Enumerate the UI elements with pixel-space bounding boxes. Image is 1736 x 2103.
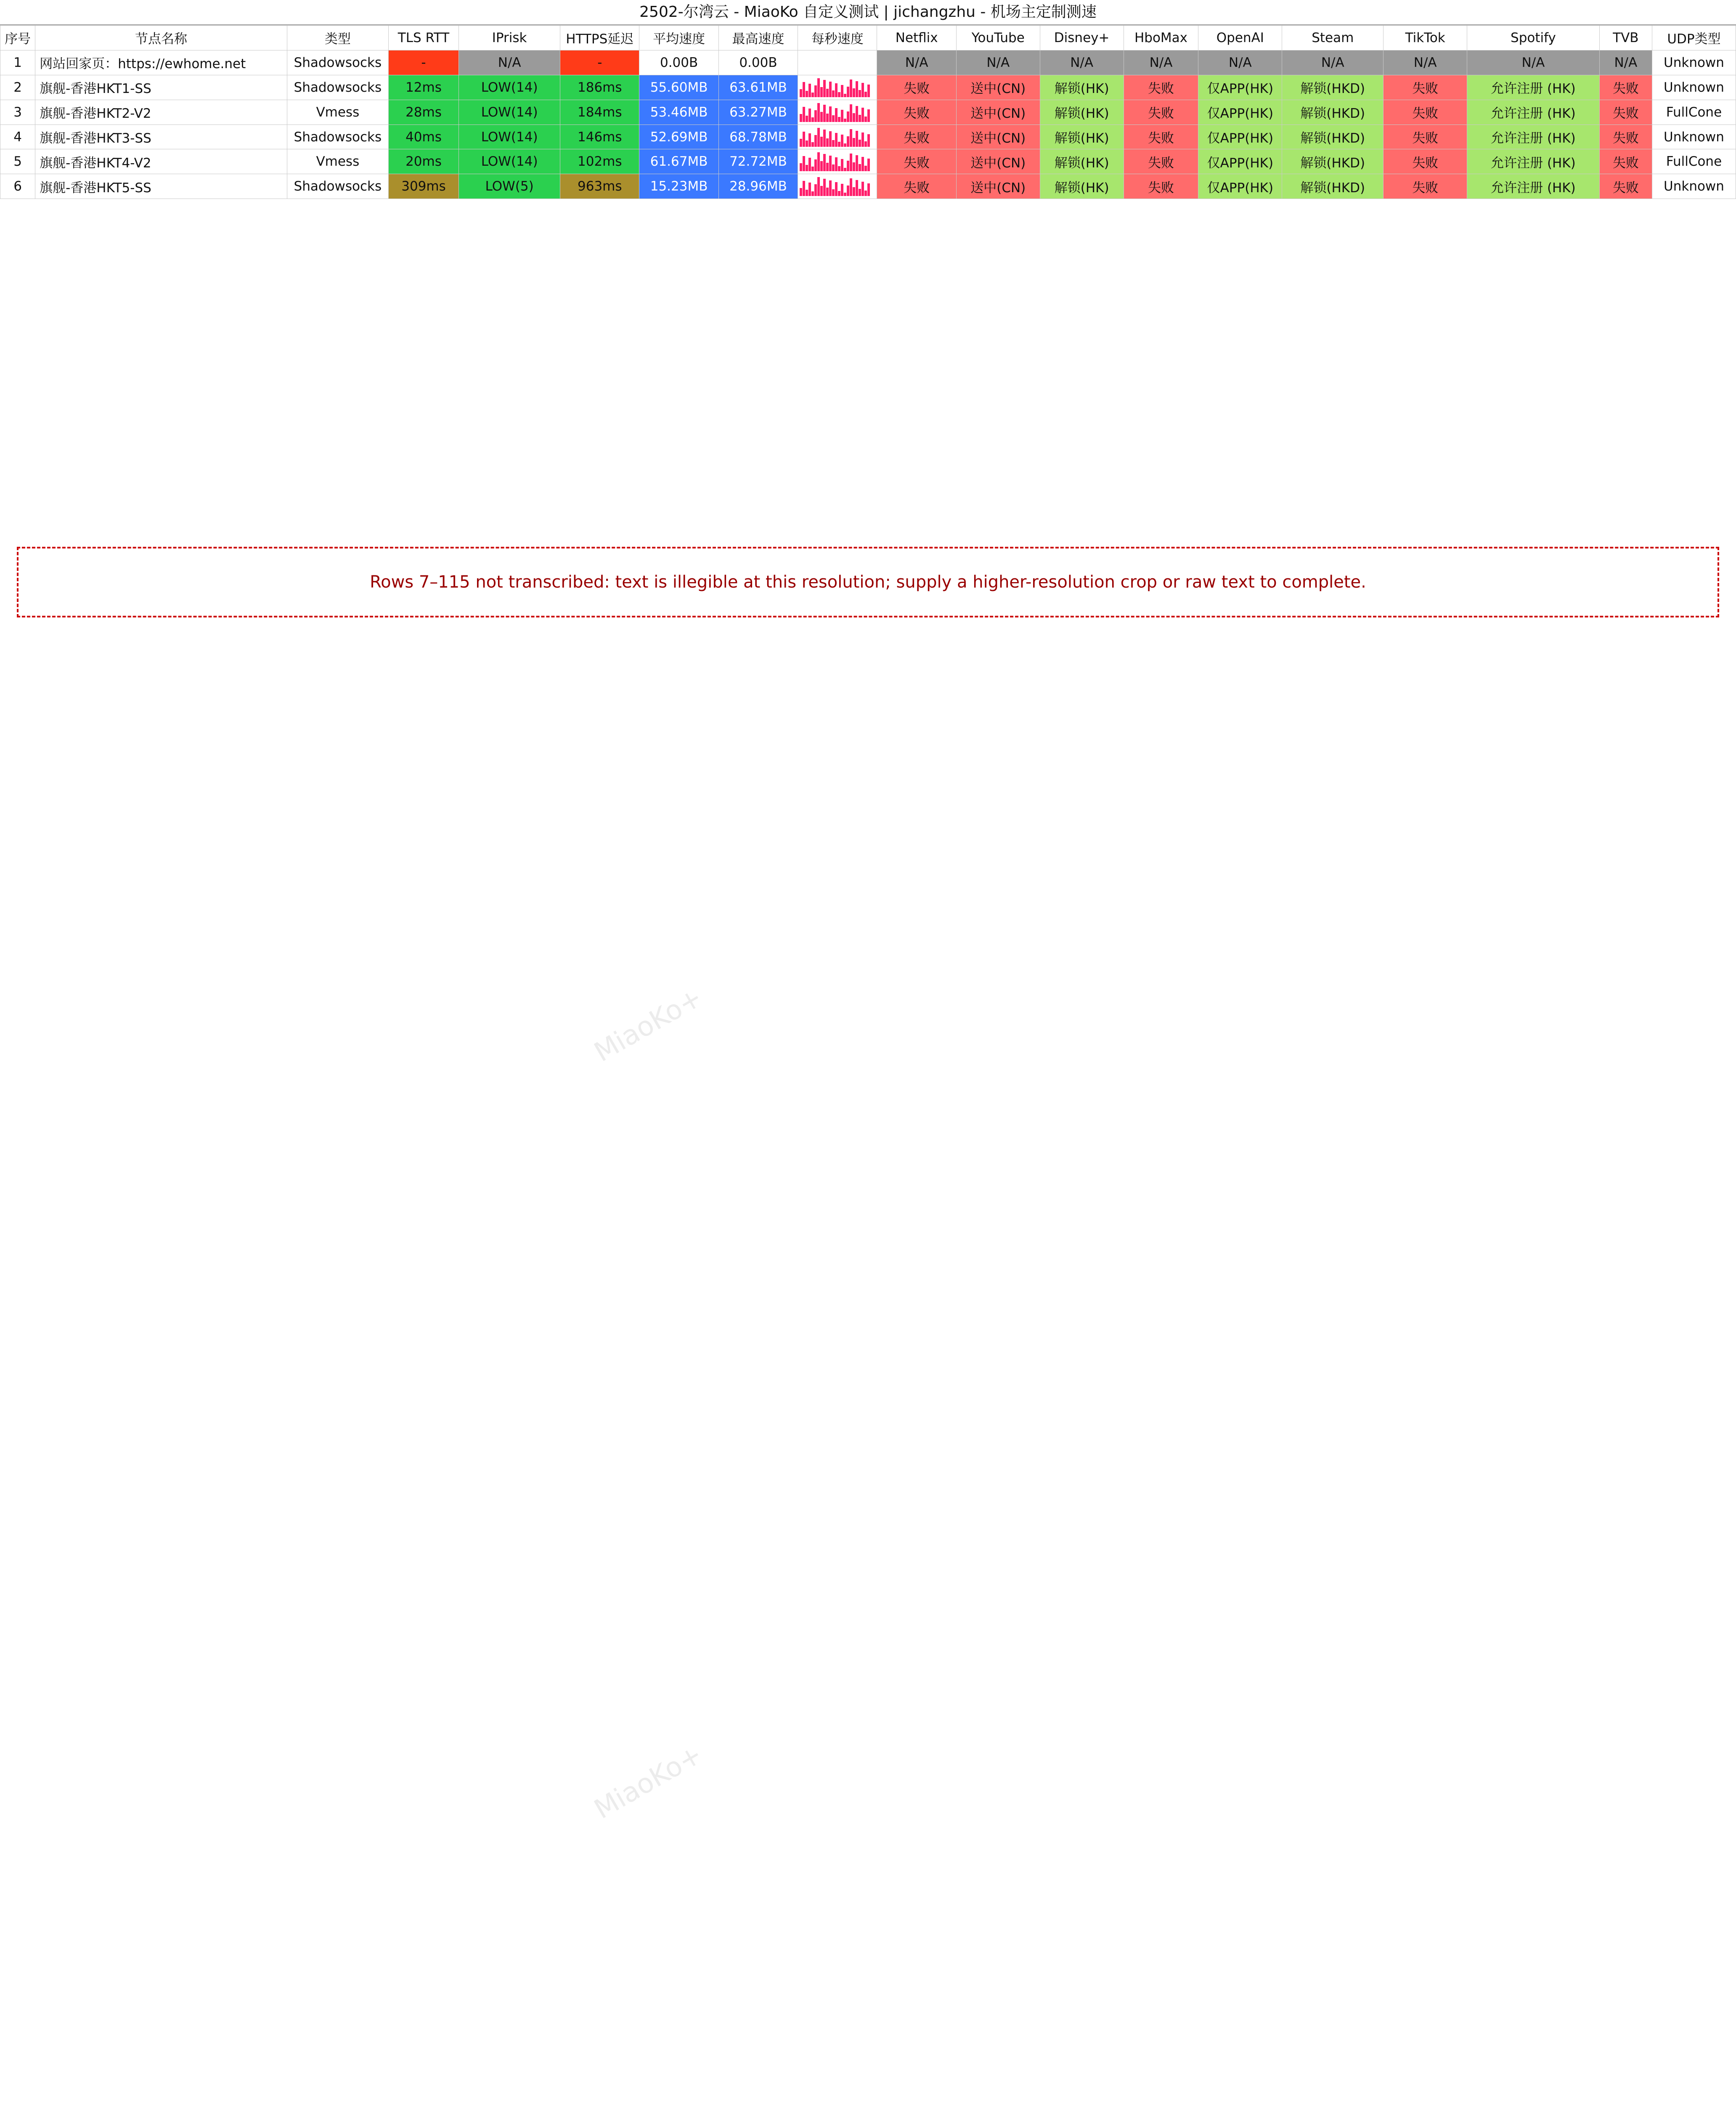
- speed-bar: [811, 167, 814, 171]
- column-header: 平均速度: [639, 26, 718, 50]
- table-cell: 20ms: [388, 149, 459, 174]
- speed-bar: [823, 105, 826, 122]
- table-cell: N/A: [1040, 50, 1124, 75]
- speed-bar: [832, 90, 835, 97]
- column-header: 类型: [287, 26, 388, 50]
- speed-bar: [835, 83, 838, 97]
- speed-bars: [800, 127, 875, 147]
- table-cell: 5: [0, 149, 35, 174]
- speed-bar: [803, 132, 805, 147]
- table-row: [0, 149, 1736, 174]
- report-title: 2502-尔湾云 - MiaoKo 自定义测试 | jichangzhu - 机场主定制测速: [0, 0, 1736, 25]
- speed-bar: [820, 186, 823, 196]
- speedtest-table: [0, 25, 1736, 199]
- speed-bar: [838, 142, 840, 147]
- table-cell: 309ms: [388, 174, 459, 199]
- speed-bar: [867, 109, 870, 122]
- table-row: [0, 75, 1736, 100]
- table-cell: LOW(14): [459, 149, 560, 174]
- speed-sparkline: [798, 100, 877, 124]
- speed-bar: [806, 165, 808, 171]
- table-cell: 仅APP(HK): [1198, 124, 1282, 149]
- speed-bar: [814, 85, 817, 97]
- speed-bar: [808, 133, 811, 147]
- speed-bar: [841, 135, 843, 147]
- speed-bar: [800, 114, 802, 122]
- table-cell: N/A: [1467, 50, 1600, 75]
- speed-bar: [817, 152, 820, 171]
- column-header: OpenAI: [1198, 26, 1282, 50]
- column-header: TVB: [1599, 26, 1652, 50]
- table-cell: 允许注册 (HK): [1467, 149, 1600, 174]
- speed-bar: [859, 189, 861, 196]
- column-header: UDP类型: [1652, 26, 1736, 50]
- table-cell: 0.00B: [718, 50, 798, 75]
- table-cell: 102ms: [560, 149, 639, 174]
- speed-bar: [832, 164, 835, 171]
- speed-bar: [859, 90, 861, 97]
- table-cell: 允许注册 (HK): [1467, 174, 1600, 199]
- table-cell: 解锁(HKD): [1282, 100, 1383, 124]
- table-cell: 失败: [1124, 149, 1198, 174]
- speed-bar: [861, 157, 864, 171]
- table-cell: Unknown: [1652, 124, 1736, 149]
- table-body: [0, 50, 1736, 199]
- column-header: HboMax: [1124, 26, 1198, 50]
- column-header: Netflix: [877, 26, 956, 50]
- table-cell: 53.46MB: [639, 100, 718, 124]
- table-row: [0, 124, 1736, 149]
- column-header: IPrisk: [459, 26, 560, 50]
- column-header: TikTok: [1383, 26, 1467, 50]
- speed-bar: [820, 161, 823, 171]
- speed-bar: [847, 185, 849, 196]
- speed-bar: [847, 87, 849, 97]
- table-cell: 仅APP(HK): [1198, 174, 1282, 199]
- table-cell: 解锁(HK): [1040, 100, 1124, 124]
- table-cell: Unknown: [1652, 75, 1736, 100]
- table-cell: -: [560, 50, 639, 75]
- speed-bar: [826, 89, 829, 97]
- speed-sparkline: [798, 149, 877, 174]
- speed-bar: [859, 164, 861, 171]
- speed-bar: [844, 193, 846, 196]
- column-header: Spotify: [1467, 26, 1600, 50]
- speed-bar: [835, 133, 838, 147]
- transcription-note: Rows 7–115 not transcribed: text is illegible at this resolution; supply a higher-resolution crop or raw text to complete.: [17, 547, 1719, 617]
- table-cell: 仅APP(HK): [1198, 100, 1282, 124]
- speed-bar: [847, 111, 849, 122]
- speed-bar: [835, 108, 838, 122]
- table-cell: 28ms: [388, 100, 459, 124]
- table-cell: 72.72MB: [718, 149, 798, 174]
- table-cell: 146ms: [560, 124, 639, 149]
- speed-bar: [841, 110, 843, 122]
- speed-bar: [817, 103, 820, 122]
- column-header: Disney+: [1040, 26, 1124, 50]
- speed-bars: [800, 103, 875, 122]
- speed-bar: [838, 92, 840, 97]
- speed-bar: [850, 178, 852, 196]
- speed-bar: [835, 182, 838, 196]
- speed-bar: [864, 141, 867, 147]
- speed-bar: [823, 130, 826, 147]
- speed-bar: [838, 117, 840, 122]
- speed-bar: [861, 108, 864, 122]
- speed-bar: [823, 179, 826, 196]
- speed-bars: [800, 177, 875, 196]
- speed-bar: [817, 128, 820, 147]
- speed-bar: [814, 159, 817, 171]
- table-cell: 送中(CN): [956, 75, 1040, 100]
- table-cell: FullCone: [1652, 100, 1736, 124]
- speed-bar: [856, 106, 858, 122]
- speed-bar: [832, 115, 835, 122]
- table-cell: 失败: [1124, 100, 1198, 124]
- table-cell: 40ms: [388, 124, 459, 149]
- table-cell: 解锁(HKD): [1282, 75, 1383, 100]
- speed-bar: [856, 180, 858, 196]
- speed-bar: [850, 129, 852, 147]
- table-cell: 失败: [1599, 174, 1652, 199]
- table-cell: FullCone: [1652, 149, 1736, 174]
- speed-bar: [853, 88, 855, 97]
- speed-bar: [847, 136, 849, 147]
- column-header: 节点名称: [35, 26, 287, 50]
- table-cell: 失败: [1383, 124, 1467, 149]
- speed-bar: [853, 138, 855, 147]
- speed-bar: [841, 159, 843, 171]
- table-cell: 送中(CN): [956, 149, 1040, 174]
- table-cell: Shadowsocks: [287, 50, 388, 75]
- speed-bar: [820, 87, 823, 97]
- table-cell: 送中(CN): [956, 100, 1040, 124]
- table-cell: 失败: [1383, 174, 1467, 199]
- table-cell: 失败: [1383, 149, 1467, 174]
- table-cell: 失败: [1124, 174, 1198, 199]
- table-cell: 失败: [877, 149, 956, 174]
- speed-bar: [867, 159, 870, 171]
- table-cell: 旗舰-香港HKT5-SS: [35, 174, 287, 199]
- speed-bar: [859, 140, 861, 147]
- speed-bar: [806, 140, 808, 147]
- speed-bar: [800, 89, 802, 97]
- table-cell: 送中(CN): [956, 174, 1040, 199]
- speed-bar: [850, 154, 852, 171]
- table-cell: 失败: [877, 174, 956, 199]
- speed-bar: [859, 115, 861, 122]
- speed-bar: [864, 166, 867, 171]
- table-cell: 旗舰-香港HKT2-V2: [35, 100, 287, 124]
- speed-bar: [850, 104, 852, 122]
- speed-bar: [814, 110, 817, 122]
- speed-bar: [856, 155, 858, 171]
- watermark: MiaoKo+: [589, 982, 708, 1068]
- table-cell: 52.69MB: [639, 124, 718, 149]
- table-cell: 失败: [1599, 75, 1652, 100]
- table-cell: 4: [0, 124, 35, 149]
- table-cell: 旗舰-香港HKT4-V2: [35, 149, 287, 174]
- speed-bar: [853, 162, 855, 171]
- table-cell: Vmess: [287, 149, 388, 174]
- speed-bar: [835, 157, 838, 171]
- table-cell: 送中(CN): [956, 124, 1040, 149]
- speed-bar: [829, 131, 832, 147]
- table-cell: 失败: [877, 100, 956, 124]
- table-cell: N/A: [1599, 50, 1652, 75]
- speed-bar: [803, 107, 805, 122]
- column-header: 每秒速度: [798, 26, 877, 50]
- speed-bar: [861, 182, 864, 196]
- table-cell: 旗舰-香港HKT1-SS: [35, 75, 287, 100]
- speed-bar: [856, 81, 858, 97]
- speed-bar: [864, 117, 867, 122]
- table-header: [0, 26, 1736, 50]
- speed-bar: [853, 187, 855, 196]
- speed-bar: [811, 142, 814, 147]
- table-cell: Shadowsocks: [287, 124, 388, 149]
- speed-bar: [829, 180, 832, 196]
- speed-bar: [800, 139, 802, 147]
- table-cell: 6: [0, 174, 35, 199]
- speed-bar: [861, 132, 864, 147]
- speed-bar: [847, 161, 849, 171]
- speed-bar: [829, 82, 832, 97]
- speed-bar: [803, 181, 805, 196]
- speed-bar: [800, 188, 802, 196]
- table-cell: N/A: [1198, 50, 1282, 75]
- speed-sparkline: [798, 75, 877, 100]
- table-cell: 2: [0, 75, 35, 100]
- table-cell: 63.61MB: [718, 75, 798, 100]
- table-cell: 28.96MB: [718, 174, 798, 199]
- table-cell: 允许注册 (HK): [1467, 100, 1600, 124]
- speed-bar: [808, 183, 811, 196]
- table-cell: N/A: [877, 50, 956, 75]
- speed-bar: [826, 188, 829, 196]
- speed-bar: [808, 109, 811, 122]
- table-row: [0, 100, 1736, 124]
- speed-bar: [856, 131, 858, 147]
- table-cell: 旗舰-香港HKT3-SS: [35, 124, 287, 149]
- watermark: MiaoKo+: [589, 1739, 708, 1825]
- speed-bar: [850, 79, 852, 97]
- table-cell: 失败: [1124, 75, 1198, 100]
- table-cell: 1: [0, 50, 35, 75]
- speed-bar: [844, 168, 846, 171]
- table-cell: N/A: [956, 50, 1040, 75]
- speed-bar: [811, 117, 814, 122]
- table-row: [0, 174, 1736, 199]
- speed-bar: [867, 183, 870, 196]
- table-cell: 12ms: [388, 75, 459, 100]
- table-cell: 68.78MB: [718, 124, 798, 149]
- speed-bar: [838, 191, 840, 196]
- speed-bar: [814, 135, 817, 147]
- speed-bar: [829, 106, 832, 122]
- speed-sparkline: [798, 124, 877, 149]
- speed-bar: [867, 85, 870, 97]
- speed-bar: [844, 119, 846, 122]
- speed-bar: [841, 184, 843, 196]
- speed-bar: [826, 114, 829, 122]
- table-cell: LOW(5): [459, 174, 560, 199]
- speed-bar: [864, 92, 867, 97]
- table-cell: 仅APP(HK): [1198, 149, 1282, 174]
- speed-bar: [811, 191, 814, 196]
- speed-bar: [853, 113, 855, 122]
- column-header: Steam: [1282, 26, 1383, 50]
- speed-bar: [806, 116, 808, 122]
- speed-bar: [844, 143, 846, 147]
- speed-bar: [814, 184, 817, 196]
- table-cell: Unknown: [1652, 174, 1736, 199]
- speed-bar: [817, 177, 820, 196]
- table-cell: Shadowsocks: [287, 174, 388, 199]
- table-cell: 186ms: [560, 75, 639, 100]
- speed-sparkline: [798, 50, 877, 75]
- table-cell: -: [388, 50, 459, 75]
- table-cell: 解锁(HKD): [1282, 149, 1383, 174]
- table-cell: 3: [0, 100, 35, 124]
- table-cell: 0.00B: [639, 50, 718, 75]
- table-cell: LOW(14): [459, 75, 560, 100]
- speed-bar: [844, 94, 846, 97]
- table-cell: 失败: [1124, 124, 1198, 149]
- table-cell: LOW(14): [459, 100, 560, 124]
- speed-bar: [841, 85, 843, 97]
- speed-bar: [803, 156, 805, 171]
- speed-bar: [811, 93, 814, 97]
- table-cell: 61.67MB: [639, 149, 718, 174]
- table-cell: 解锁(HK): [1040, 149, 1124, 174]
- table-cell: 63.27MB: [718, 100, 798, 124]
- table-cell: 网站回家页：https://ewhome.net: [35, 50, 287, 75]
- table-cell: N/A: [1282, 50, 1383, 75]
- table-cell: 184ms: [560, 100, 639, 124]
- table-cell: 允许注册 (HK): [1467, 75, 1600, 100]
- column-header: TLS RTT: [388, 26, 459, 50]
- table-cell: 失败: [1599, 100, 1652, 124]
- table-cell: N/A: [1124, 50, 1198, 75]
- table-cell: Vmess: [287, 100, 388, 124]
- speed-bar: [803, 82, 805, 97]
- speed-bar: [826, 163, 829, 171]
- table-cell: 允许注册 (HK): [1467, 124, 1600, 149]
- table-row: [0, 50, 1736, 75]
- table-cell: 963ms: [560, 174, 639, 199]
- table-cell: 解锁(HKD): [1282, 174, 1383, 199]
- column-header: 最高速度: [718, 26, 798, 50]
- speed-bar: [817, 78, 820, 97]
- speed-bars: [800, 78, 875, 97]
- table-cell: Unknown: [1652, 50, 1736, 75]
- table-cell: 失败: [877, 124, 956, 149]
- table-cell: 解锁(HK): [1040, 75, 1124, 100]
- speed-bar: [832, 189, 835, 196]
- table-cell: N/A: [459, 50, 560, 75]
- table-cell: 解锁(HKD): [1282, 124, 1383, 149]
- speed-bar: [800, 163, 802, 171]
- column-header: HTTPS延迟: [560, 26, 639, 50]
- table-cell: LOW(14): [459, 124, 560, 149]
- table-cell: 55.60MB: [639, 75, 718, 100]
- speed-bar: [823, 80, 826, 97]
- speed-bar: [832, 140, 835, 147]
- speed-bar: [806, 91, 808, 97]
- table-cell: 解锁(HK): [1040, 174, 1124, 199]
- speed-bar: [867, 134, 870, 147]
- table-cell: 失败: [1599, 124, 1652, 149]
- speed-bar: [806, 190, 808, 196]
- speed-bar: [829, 156, 832, 171]
- table-cell: Shadowsocks: [287, 75, 388, 100]
- table-cell: 失败: [1383, 75, 1467, 100]
- table-cell: 失败: [1599, 149, 1652, 174]
- table-cell: 15.23MB: [639, 174, 718, 199]
- column-header: 序号: [0, 26, 35, 50]
- speed-bar: [826, 138, 829, 147]
- table-cell: 仅APP(HK): [1198, 75, 1282, 100]
- speed-bar: [861, 83, 864, 97]
- speed-bar: [820, 137, 823, 147]
- table-cell: 解锁(HK): [1040, 124, 1124, 149]
- table-cell: 失败: [877, 75, 956, 100]
- column-header: YouTube: [956, 26, 1040, 50]
- speed-bar: [820, 112, 823, 122]
- speed-bar: [864, 191, 867, 196]
- speed-bar: [808, 84, 811, 97]
- speed-bars: [800, 152, 875, 171]
- speed-bar: [823, 154, 826, 171]
- speed-bar: [808, 158, 811, 171]
- table-cell: 失败: [1383, 100, 1467, 124]
- speed-sparkline: [798, 174, 877, 199]
- speed-bar: [838, 166, 840, 171]
- table-cell: N/A: [1383, 50, 1467, 75]
